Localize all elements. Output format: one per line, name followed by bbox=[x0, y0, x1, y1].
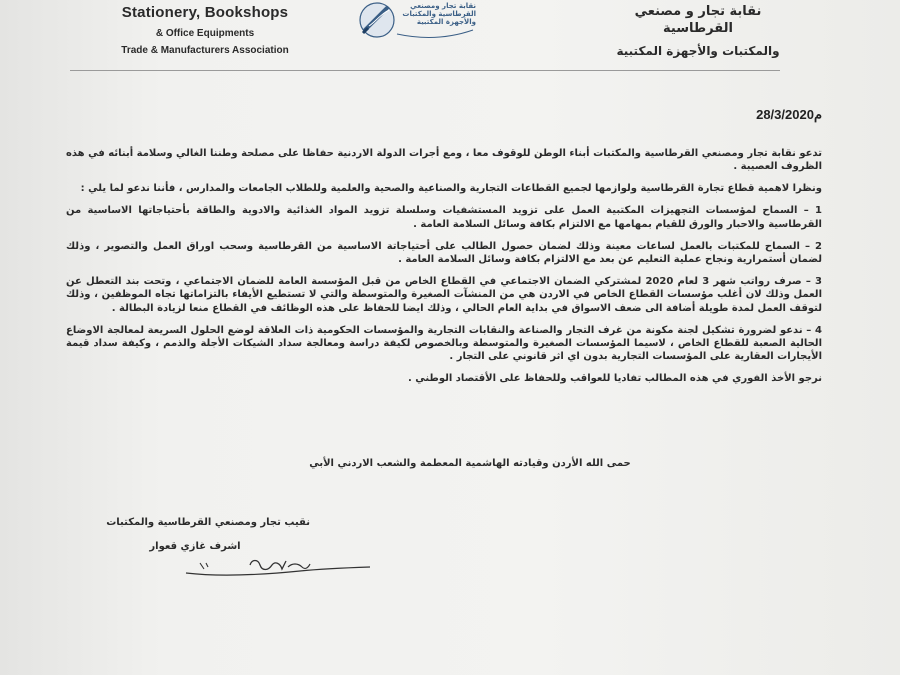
association-name-en: Stationery, Bookshops bbox=[121, 4, 289, 21]
english-letterhead bbox=[70, 4, 340, 56]
association-subtitle-en: & Office Equipments bbox=[155, 28, 255, 39]
association-type-en: Trade & Manufacturers Association bbox=[121, 45, 289, 56]
paragraph-item-4: 4 – ندعو لضرورة تشكيل لجنة مكونة من غرف التجار والصناعة والنقابات التجارية والمؤسسات الحكومية ذات العلاقة لوضع الحلول السريعة لمعالجة الاوضاع الحالية الصعبة للقطاع الخاص ، لاسيما المؤسسات الصغيرة والمتوسطة وبالخصوص لكيفة دراسة ومعالجة سداد الشيكات الأجلة والذمم ، وكيفة سداد قيمة الأيجارات العقارية على المؤسسات التجارية بدون اي اثر قانوني على التجار . bbox=[66, 324, 822, 363]
paragraph-intro: تدعو نقابة تجار ومصنعي القرطاسية والمكتبات أبناء الوطن للوقوف معا ، ومع أجرات الدولة الاردنية حفاظا على مصلحة وطننا الغالي وسلامة أبنائه في هذه الظروف العصيبة . bbox=[66, 148, 822, 173]
signatory-title: نقيب تجار ومصنعي القرطاسية والمكتبات bbox=[106, 517, 310, 528]
association-subtitle-ar: والمكتبات والأجهزة المكتبية bbox=[616, 44, 780, 58]
paragraph-context: ونظرا لاهمية قطاع تجارة القرطاسية ولوازمها لجميع القطاعات التجارية والصناعية والصحية والعلمية وللطلاب الجامعات والمدارس ، فأننا ندعو لما يلي : bbox=[80, 183, 822, 195]
logo-caption: نقابة تجار ومصنعي القرطاسية والمكتبات والأجهزة المكتبية bbox=[402, 2, 476, 26]
letter-date: 28/3/2020م bbox=[756, 107, 822, 122]
paragraph-item-3: 3 – صرف رواتب شهر 3 لعام 2020 لمشتركي الضمان الاجتماعي في القطاع الخاص من قبل المؤسسة العامة للضمان الاجتماعي ، وتحت بند التعطل عن العمل وذلك لان أغلب مؤسسات القطاع الخاص في الاردن هي من المنشآت الصغيرة والمتوسطة والتي لا تستطيع الأيفاء بالتزاماتها تجاه الموظفين ، وذلك لتوقف العمل لمدة طويلة أضافة الى ضعف الاسواق في بداية العام الحالي ، وذلك ايضا للحفاظ على هذه الوظائف في القطاع منعا لزيادة البطالة . bbox=[66, 275, 823, 314]
handwritten-signature-icon bbox=[180, 555, 380, 585]
paragraph-item-2: 2 – السماح للمكتبات بالعمل لساعات معينة وذلك لضمان حصول الطالب على أحتياجاتة الاساسية من القرطاسية وسحب اوراق العمل والتصوير ، وذلك لضمان أستمرارية ونجاح عملية التعليم عن بعد مع الالتزام بكافة وسائل السلامة العامة . bbox=[66, 240, 822, 265]
letter-body bbox=[66, 147, 822, 394]
signatory-name: اشرف غازي قعوار bbox=[149, 541, 241, 552]
association-name-ar-2: القرطاسية bbox=[663, 21, 733, 36]
closing-line: حمى الله الأردن وقيادته الهاشمية المعطمة والشعب الاردني الأبي bbox=[309, 458, 631, 469]
association-name-ar: نقابة تجار و مصنعي bbox=[634, 4, 762, 19]
paragraph-item-1: 1 – السماح لمؤسسات التجهيزات المكتبية العمل على تزويد المستشفيات وسلسلة تزويد المواد الغذائية والادوية والطاقة بأحتياجاتها الاساسية من القرطاسية والاحبار والورق للقيام بمهامها مع الالتزام بكافة وسائل السلامة العامة . bbox=[66, 205, 822, 230]
signature-block bbox=[80, 517, 310, 552]
header-divider bbox=[70, 70, 780, 71]
paragraph-request: نرجو الأخذ الفوري في هذه المطالب تفاديا للعواقب وللحفاظ على الأقتصاد الوطني . bbox=[407, 373, 822, 385]
arabic-letterhead bbox=[588, 4, 808, 58]
